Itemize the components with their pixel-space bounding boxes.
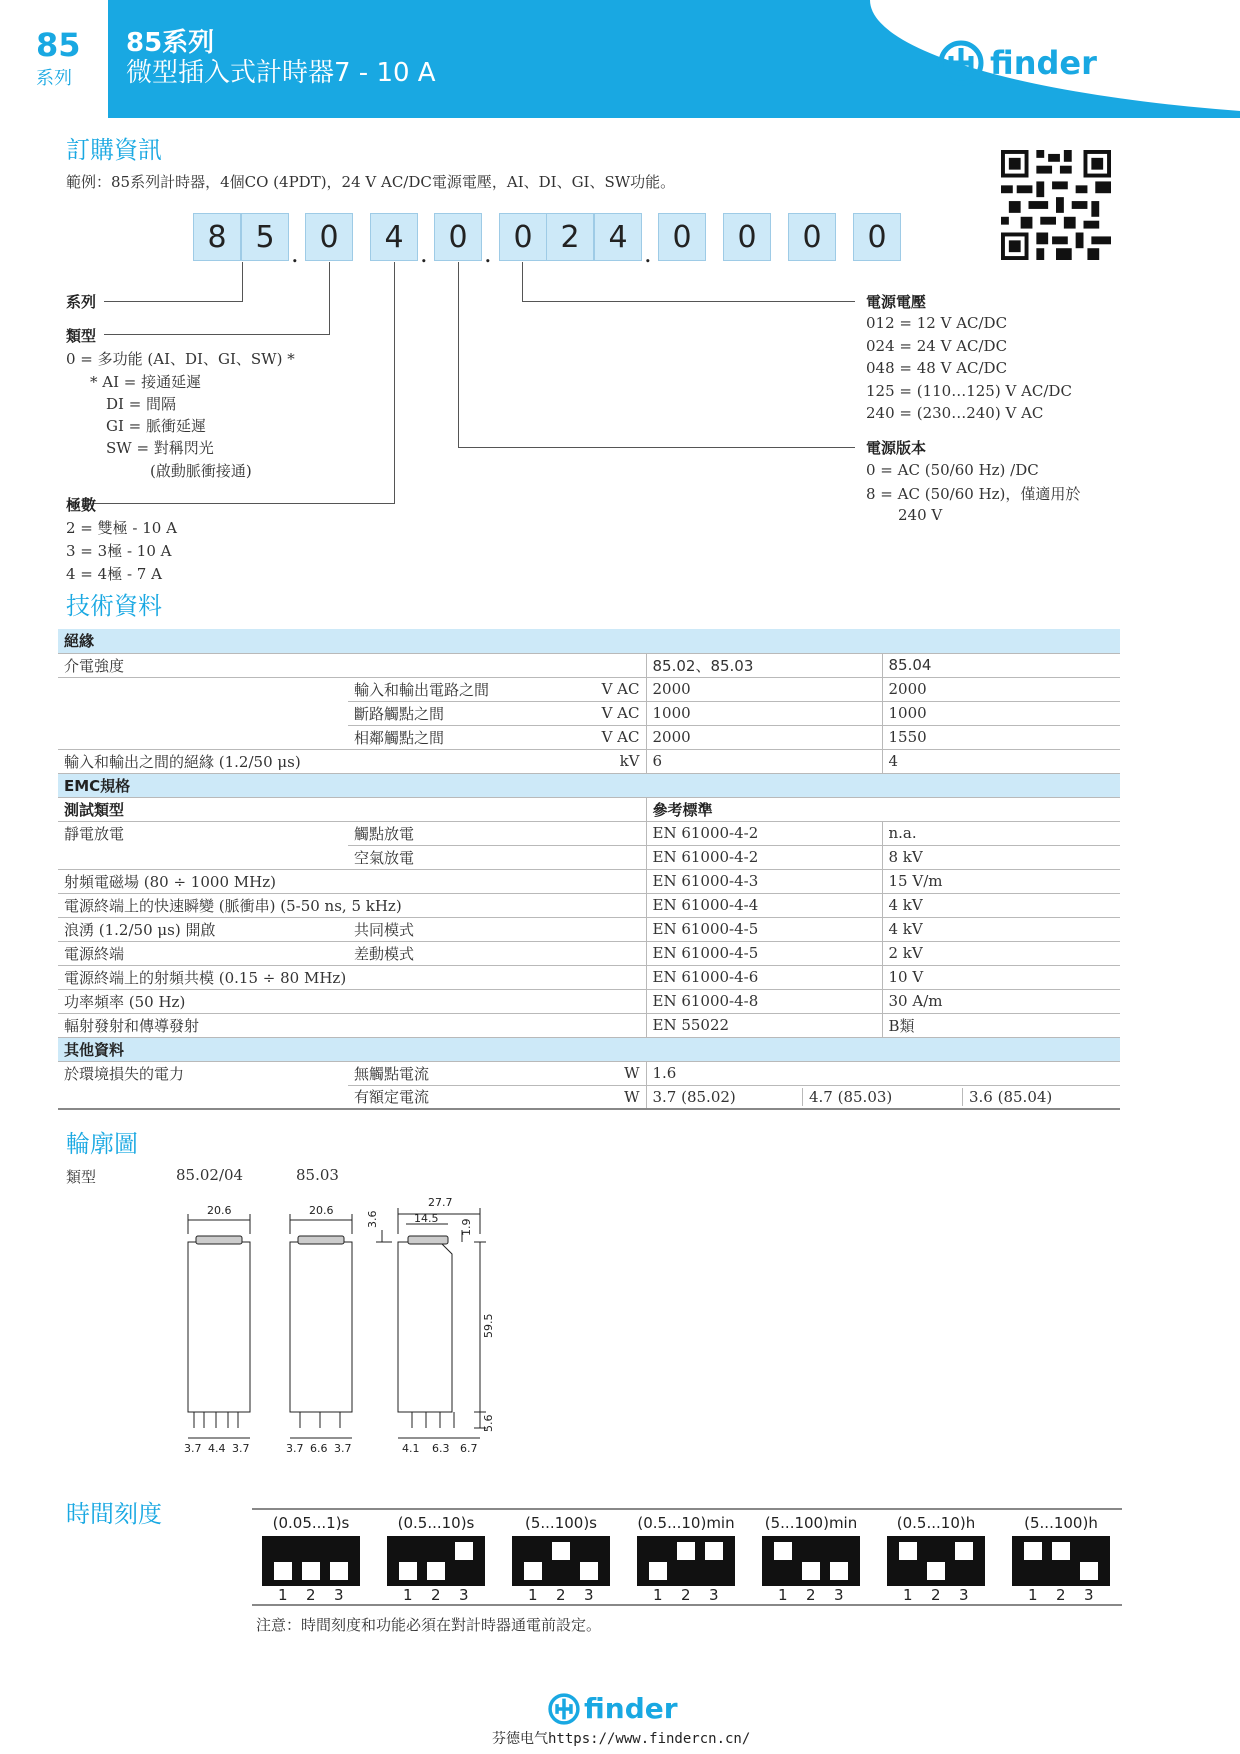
pin-dim: 3.7 bbox=[286, 1442, 304, 1455]
header-subtitle: 微型插入式計時器7 - 10 A bbox=[126, 58, 436, 88]
table-row: 有額定電流 W 3.7 (85.02) 4.7 (85.03) 3.6 (85.04) bbox=[58, 1085, 1120, 1109]
pin-label: 2 bbox=[1056, 1586, 1066, 1604]
time-scale-item bbox=[887, 1514, 985, 1606]
type-sw: SW = 對稱閃光 bbox=[106, 439, 214, 457]
connector-line bbox=[458, 447, 855, 448]
dip-pin-labels bbox=[1012, 1586, 1110, 1606]
dip-pin-labels bbox=[387, 1586, 485, 1606]
poles-item: 2 = 雙極 - 10 A bbox=[66, 519, 177, 537]
code-digit: 4 bbox=[370, 213, 418, 261]
connector-line bbox=[92, 503, 395, 504]
table-row: 相鄰觸點之間 V AC 2000 1550 bbox=[58, 725, 1120, 749]
header-title: 85系列 bbox=[126, 28, 215, 58]
type-gi: GI = 脈衝延遲 bbox=[106, 417, 207, 435]
table-row: 空氣放電 EN 61000-4-2 8 kV bbox=[58, 845, 1120, 869]
series-label: 系列 bbox=[36, 68, 72, 89]
dip-switch bbox=[887, 1536, 985, 1586]
table-row: 斷路觸點之間 V AC 1000 1000 bbox=[58, 701, 1120, 725]
pin-label: 2 bbox=[931, 1586, 941, 1604]
connector-line bbox=[242, 262, 243, 302]
table-section-header: EMC規格 bbox=[58, 773, 1120, 797]
dip-switch-position bbox=[830, 1562, 848, 1580]
time-scale-item bbox=[637, 1514, 735, 1606]
pin-label: 3 bbox=[459, 1586, 469, 1604]
table-row: 於環境損失的電力 無觸點電流 W 1.6 bbox=[58, 1061, 1120, 1085]
pin-label: 3 bbox=[959, 1586, 969, 1604]
connector-line bbox=[394, 262, 395, 504]
dim-width-1: 20.6 bbox=[207, 1204, 232, 1217]
series-code-label: 系列 bbox=[66, 293, 97, 311]
dip-switch bbox=[1012, 1536, 1110, 1586]
table-row: 電源終端上的射頻共模 (0.15 ÷ 80 MHz) EN 61000-4-6 10 V bbox=[58, 965, 1120, 989]
code-digit: 0 bbox=[788, 213, 836, 261]
time-scale-item bbox=[262, 1514, 360, 1606]
dip-switch-position bbox=[330, 1562, 348, 1580]
finder-logo bbox=[938, 40, 1097, 86]
pin-dim: 6.7 bbox=[460, 1442, 478, 1455]
time-scales-rule-top bbox=[252, 1508, 1122, 1510]
time-scales-note: 注意：時間刻度和功能必須在對計時器通電前設定。 bbox=[256, 1616, 602, 1634]
pin-label: 2 bbox=[306, 1586, 316, 1604]
pin-dim: 3.7 bbox=[334, 1442, 352, 1455]
code-dot: . bbox=[484, 240, 492, 268]
dip-pin-labels bbox=[262, 1586, 360, 1606]
voltage-item: 048 = 48 V AC/DC bbox=[866, 359, 1008, 377]
poles-label: 極數 bbox=[66, 496, 97, 514]
dip-pin-labels bbox=[512, 1586, 610, 1606]
connector-line bbox=[104, 334, 330, 335]
dip-switch-position bbox=[302, 1562, 320, 1580]
outline-drawing bbox=[170, 1194, 540, 1474]
table-row: 靜電放電 觸點放電 EN 61000-4-2 n.a. bbox=[58, 821, 1120, 845]
dim-5-6: 5.6 bbox=[482, 1414, 495, 1432]
pin-label: 1 bbox=[653, 1586, 663, 1604]
dip-switch-position bbox=[455, 1542, 473, 1560]
dip-switch-position bbox=[927, 1562, 945, 1580]
type-ai: * AI = 接通延遲 bbox=[90, 373, 202, 391]
series-number: 85 bbox=[36, 26, 81, 64]
code-dot: . bbox=[420, 240, 428, 268]
code-digit: 5 bbox=[241, 213, 289, 261]
footer-logo bbox=[548, 1692, 678, 1725]
dip-switch-position bbox=[1080, 1562, 1098, 1580]
pin-dim: 6.6 bbox=[310, 1442, 328, 1455]
code-digit: 0 bbox=[305, 213, 353, 261]
dip-switch-position bbox=[1052, 1542, 1070, 1560]
table-row: 測試類型 參考標準 bbox=[58, 797, 1120, 821]
table-row: 輸入和輸出之間的絕緣 (1.2/50 μs) kV 6 4 bbox=[58, 749, 1120, 773]
table-row: 電源終端上的快速瞬變 (脈衝串) (5-50 ns, 5 kHz) EN 61000-4-4 4 kV bbox=[58, 893, 1120, 917]
pin-label: 3 bbox=[584, 1586, 594, 1604]
connector-line bbox=[522, 262, 523, 302]
time-scale-range: (0.5...10)h bbox=[896, 1514, 976, 1532]
version-item-8: 8 = AC (50/60 Hz)，僅適用於 bbox=[866, 485, 1081, 503]
pin-label: 2 bbox=[431, 1586, 441, 1604]
pin-label: 1 bbox=[278, 1586, 288, 1604]
voltage-item: 024 = 24 V AC/DC bbox=[866, 337, 1008, 355]
finder-logo-icon bbox=[938, 40, 984, 86]
dip-pin-labels bbox=[887, 1586, 985, 1606]
pin-label: 3 bbox=[709, 1586, 719, 1604]
connector-line bbox=[104, 301, 243, 302]
pin-label: 2 bbox=[806, 1586, 816, 1604]
pin-label: 1 bbox=[528, 1586, 538, 1604]
code-digit: 0 bbox=[434, 213, 482, 261]
pin-label: 1 bbox=[903, 1586, 913, 1604]
dip-switch-position bbox=[649, 1562, 667, 1580]
dip-switch bbox=[762, 1536, 860, 1586]
type-sw-note: (啟動脈衝接通) bbox=[150, 462, 252, 480]
table-row: 輻射發射和傳導發射 EN 55022 B類 bbox=[58, 1013, 1120, 1037]
table-row: 浪湧 (1.2/50 μs) 開啟 共同模式 EN 61000-4-5 4 kV bbox=[58, 917, 1120, 941]
code-dot: . bbox=[644, 240, 652, 268]
dip-switch-position bbox=[427, 1562, 445, 1580]
finder-logo-text: finder bbox=[990, 44, 1097, 82]
dip-switch-position bbox=[802, 1562, 820, 1580]
voltage-label: 電源電壓 bbox=[866, 293, 927, 311]
type-di: DI = 間隔 bbox=[106, 395, 177, 413]
voltage-item: 125 = (110…125) V AC/DC bbox=[866, 382, 1072, 400]
version-item-8-cont: 240 V bbox=[898, 506, 943, 524]
dim-width-3: 27.7 bbox=[428, 1196, 453, 1209]
outline-heading: 輪廓圖 bbox=[66, 1130, 138, 1158]
time-scale-range: (0.05...1)s bbox=[272, 1514, 350, 1532]
pin-label: 1 bbox=[403, 1586, 413, 1604]
time-scale-range: (5...100)h bbox=[1024, 1514, 1098, 1532]
table-row: 電源終端 差動模式 EN 61000-4-5 2 kV bbox=[58, 941, 1120, 965]
outline-model-2: 85.03 bbox=[296, 1166, 339, 1184]
pin-label: 1 bbox=[1028, 1586, 1038, 1604]
pin-label: 2 bbox=[556, 1586, 566, 1604]
dip-switch bbox=[387, 1536, 485, 1586]
code-digit: 0 bbox=[499, 213, 547, 261]
connector-line bbox=[329, 262, 330, 335]
poles-item: 4 = 4極 - 7 A bbox=[66, 565, 162, 583]
table-section-header: 絕緣 bbox=[58, 629, 1120, 653]
ordering-example: 範例：85系列計時器，4個CO (4PDT)，24 V AC/DC電源電壓，AI、DI、GI、SW功能。 bbox=[66, 173, 676, 191]
dim-3-6: 3.6 bbox=[366, 1210, 379, 1228]
dip-switch-position bbox=[274, 1562, 292, 1580]
dip-switch-position bbox=[1024, 1542, 1042, 1560]
dip-switch-position bbox=[677, 1542, 695, 1560]
time-scale-range: (5...100)min bbox=[764, 1514, 858, 1532]
dip-switch-position bbox=[955, 1542, 973, 1560]
time-scale-item bbox=[1012, 1514, 1110, 1606]
time-scale-range: (0.5...10)s bbox=[397, 1514, 475, 1532]
footer-logo-text: finder bbox=[584, 1692, 678, 1725]
time-scale-range: (0.5...10)min bbox=[637, 1514, 735, 1532]
table-row: 射頻電磁場 (80 ÷ 1000 MHz) EN 61000-4-3 15 V/m bbox=[58, 869, 1120, 893]
code-dot: . bbox=[291, 240, 299, 268]
dip-pin-labels bbox=[637, 1586, 735, 1606]
dip-switch-position bbox=[399, 1562, 417, 1580]
footer-text: 芬德电气https://www.findercn.cn/ bbox=[492, 1731, 751, 1747]
pin-dim: 4.1 bbox=[402, 1442, 420, 1455]
pin-label: 2 bbox=[681, 1586, 691, 1604]
type-code-label: 類型 bbox=[66, 327, 97, 345]
pin-label: 1 bbox=[778, 1586, 788, 1604]
pin-dim: 6.3 bbox=[432, 1442, 450, 1455]
poles-item: 3 = 3極 - 10 A bbox=[66, 542, 172, 560]
version-label: 電源版本 bbox=[866, 439, 927, 457]
pin-dim: 4.4 bbox=[208, 1442, 226, 1455]
qr-code bbox=[1000, 150, 1112, 260]
pin-dim: 3.7 bbox=[184, 1442, 202, 1455]
time-scale-item bbox=[387, 1514, 485, 1606]
dim-1-9: 1.9 bbox=[460, 1218, 473, 1236]
time-scale-item bbox=[762, 1514, 860, 1606]
voltage-item: 012 = 12 V AC/DC bbox=[866, 314, 1008, 332]
dip-switch bbox=[262, 1536, 360, 1586]
dip-switch-position bbox=[524, 1562, 542, 1580]
time-scale-range: (5...100)s bbox=[525, 1514, 597, 1532]
dim-59-5: 59.5 bbox=[482, 1313, 495, 1338]
dip-pin-labels bbox=[762, 1586, 860, 1606]
table-section-header: 其他資料 bbox=[58, 1037, 1120, 1061]
dip-switch bbox=[637, 1536, 735, 1586]
pin-label: 3 bbox=[334, 1586, 344, 1604]
tech-heading: 技術資料 bbox=[66, 592, 162, 620]
time-scales-heading: 時間刻度 bbox=[66, 1500, 162, 1528]
dim-width-2: 20.6 bbox=[309, 1204, 334, 1217]
outline-type-label: 類型 bbox=[66, 1168, 97, 1186]
dim-width-4: 14.5 bbox=[414, 1212, 439, 1225]
tech-table bbox=[58, 629, 1120, 1110]
code-digit: 0 bbox=[853, 213, 901, 261]
code-digit: 2 bbox=[546, 213, 594, 261]
ordering-heading: 訂購資訊 bbox=[66, 136, 162, 164]
dip-switch-position bbox=[899, 1542, 917, 1560]
finder-logo-icon bbox=[548, 1693, 580, 1725]
version-item-0: 0 = AC (50/60 Hz) /DC bbox=[866, 461, 1039, 479]
dip-switch-position bbox=[580, 1562, 598, 1580]
table-row: 輸入和輸出電路之間 V AC 2000 2000 bbox=[58, 677, 1120, 701]
voltage-item: 240 = (230…240) V AC bbox=[866, 404, 1044, 422]
outline-model-1: 85.02/04 bbox=[176, 1166, 244, 1184]
code-digit: 0 bbox=[723, 213, 771, 261]
pin-label: 3 bbox=[1084, 1586, 1094, 1604]
code-digit: 4 bbox=[594, 213, 642, 261]
code-digit: 8 bbox=[193, 213, 241, 261]
dip-switch-position bbox=[552, 1542, 570, 1560]
table-row: 功率頻率 (50 Hz) EN 61000-4-8 30 A/m bbox=[58, 989, 1120, 1013]
dip-switch-position bbox=[774, 1542, 792, 1560]
connector-line bbox=[522, 301, 855, 302]
code-digit: 0 bbox=[658, 213, 706, 261]
type-line: 0 = 多功能 (AI、DI、GI、SW) * bbox=[66, 350, 295, 368]
connector-line bbox=[458, 262, 459, 448]
pin-dim: 3.7 bbox=[232, 1442, 250, 1455]
table-row: 介電強度 85.02、85.03 85.04 bbox=[58, 653, 1120, 677]
dip-switch-position bbox=[705, 1542, 723, 1560]
pin-label: 3 bbox=[834, 1586, 844, 1604]
dip-switch bbox=[512, 1536, 610, 1586]
time-scale-item bbox=[512, 1514, 610, 1606]
